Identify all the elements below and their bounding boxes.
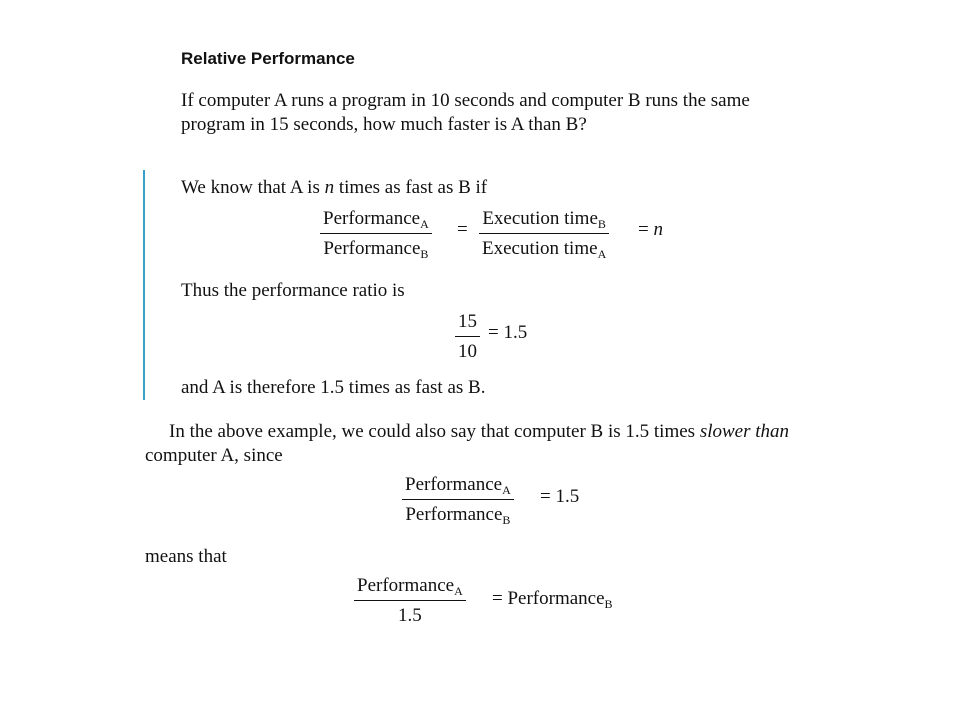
section-heading: Relative Performance [181,49,355,68]
eq3-rhs: = 1.5 [540,486,580,507]
eq2-rhs: = 1.5 [488,322,528,343]
eq1-left-fraction: Performance$_A$ Performance$_B$ [320,207,432,261]
question-line-1: If computer A runs a program in 10 seconds and computer B runs the same [181,90,750,111]
body-line-1: In the above example, we could also say that computer B is 1.5 times slower than [169,421,790,442]
eq3-fraction: Performance$_A$ Performance$_B$ [402,473,514,527]
eq1-rhs: = n [638,219,663,240]
question-line-2: program in 15 seconds, how much faster is A than B? [181,114,587,135]
eq1-right-fraction: Execution time$_B$ Execution time$_A$ [479,207,609,261]
body-line-2: computer A, since [145,445,283,466]
means-that: means that [145,546,227,567]
eq4-fraction: Performance$_A$ 1.5 [354,574,466,628]
ratio-text: Thus the performance ratio is [181,280,405,301]
answer-sidebar-rule [143,170,145,400]
answer-intro: We know that A is n times as fast as B if [181,177,488,198]
eq2-fraction: 15 10 [455,310,480,364]
answer-conclusion: and A is therefore 1.5 times as fast as B. [181,377,486,398]
eq1-equals: = [457,219,468,240]
variable-n: n [324,177,335,198]
eq4-rhs: = Performance$_B$ [492,588,613,611]
